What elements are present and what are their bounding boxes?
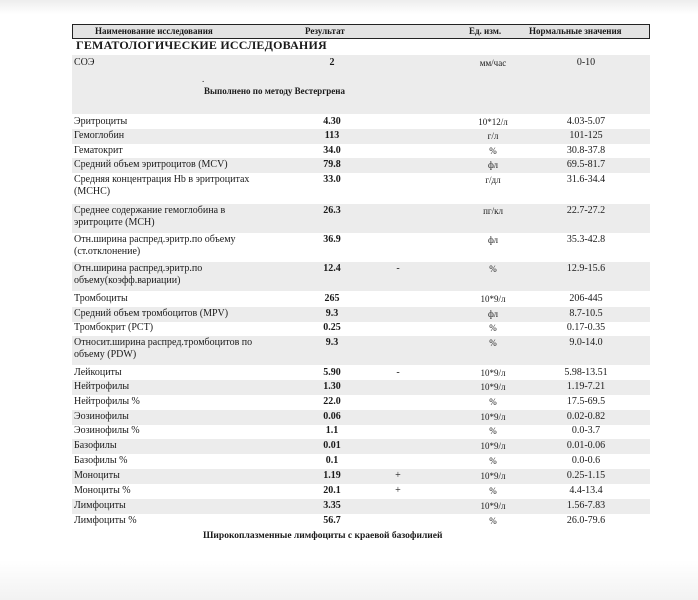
test-unit: фл bbox=[487, 309, 499, 319]
test-result: 12.4 bbox=[323, 263, 341, 274]
test-name: Моноциты bbox=[74, 470, 120, 481]
test-name: Гематокрит bbox=[74, 145, 123, 156]
test-unit: % bbox=[489, 486, 497, 496]
test-norm: 0.0-3.7 bbox=[571, 425, 601, 436]
test-name: Гемоглобин bbox=[74, 130, 125, 141]
test-result: 20.1 bbox=[323, 485, 341, 496]
test-name: Тромбоциты bbox=[74, 293, 128, 304]
test-name: Базофилы bbox=[74, 440, 117, 451]
test-norm: 17.5-69.5 bbox=[566, 396, 606, 407]
test-result: 56.7 bbox=[323, 515, 341, 526]
soe-unit: мм/час bbox=[479, 58, 507, 68]
test-result: 113 bbox=[324, 130, 340, 141]
test-name: Нейтрофилы bbox=[74, 381, 130, 392]
test-result: 1.30 bbox=[323, 381, 341, 392]
test-result: 0.06 bbox=[323, 411, 341, 422]
test-unit: % bbox=[489, 323, 497, 333]
test-norm: 0.02-0.82 bbox=[566, 411, 606, 422]
test-name: Нейтрофилы % bbox=[74, 396, 140, 407]
test-norm: 26.0-79.6 bbox=[566, 515, 606, 526]
test-norm: 30.8-37.8 bbox=[566, 145, 606, 156]
test-name: Моноциты % bbox=[74, 485, 131, 496]
test-result: 4.30 bbox=[323, 116, 341, 127]
test-name: Эритроциты bbox=[74, 116, 128, 127]
test-name: Средний объем эритроцитов (MCV) bbox=[74, 159, 228, 170]
header-result: Результат bbox=[305, 26, 345, 36]
test-norm: 31.6-34.4 bbox=[566, 174, 606, 185]
test-unit: 10*9/л bbox=[480, 441, 506, 451]
test-name: Средний объем тромбоцитов (MPV) bbox=[74, 308, 229, 319]
test-norm: 4.4-13.4 bbox=[569, 485, 603, 496]
soe-name: СОЭ bbox=[74, 57, 95, 68]
test-flag: + bbox=[395, 485, 401, 496]
test-result: 34.0 bbox=[323, 145, 341, 156]
test-result: 26.3 bbox=[323, 205, 341, 216]
header-name: Наименование исследования bbox=[95, 26, 213, 36]
test-unit: 10*9/л bbox=[480, 368, 506, 378]
header-norm: Нормальные значения bbox=[529, 26, 622, 36]
test-name: Эозинофилы bbox=[74, 411, 129, 422]
test-flag: + bbox=[395, 470, 401, 481]
test-name: Среднее содержание гемоглобина в эритроците (MCH) bbox=[74, 205, 226, 228]
test-norm: 9.0-14.0 bbox=[569, 337, 603, 348]
test-result: 79.8 bbox=[323, 159, 341, 170]
test-name: Лейкоциты bbox=[74, 367, 122, 378]
test-unit: г/дл bbox=[485, 175, 501, 185]
test-name: Отн.ширина распред.эритр.по объему(коэфф.вариации) bbox=[74, 263, 203, 286]
table-header bbox=[72, 24, 650, 39]
test-norm: 12.9-15.6 bbox=[566, 263, 606, 274]
test-unit: % bbox=[489, 264, 497, 274]
test-norm: 206-445 bbox=[569, 293, 603, 304]
test-name: Отн.ширина распред.эритр.по объему (ст.отклонение) bbox=[74, 234, 236, 257]
test-unit: % bbox=[489, 397, 497, 407]
test-norm: 4.03-5.07 bbox=[566, 116, 606, 127]
test-result: 1.1 bbox=[325, 425, 339, 436]
test-result: 9.3 bbox=[325, 308, 339, 319]
test-result: 33.0 bbox=[323, 174, 341, 185]
test-norm: 1.56-7.83 bbox=[566, 500, 606, 511]
test-unit: 10*9/л bbox=[480, 382, 506, 392]
test-name: Базофилы % bbox=[74, 455, 128, 466]
test-unit: г/л bbox=[487, 131, 499, 141]
test-flag: - bbox=[396, 263, 400, 274]
section-title: ГЕМАТОЛОГИЧЕСКИЕ ИССЛЕДОВАНИЯ bbox=[76, 38, 327, 52]
test-result: 9.3 bbox=[325, 337, 339, 348]
footer-note: Широкоплазменные лимфоциты с краевой базофилией bbox=[203, 531, 443, 541]
test-result: 5.90 bbox=[323, 367, 341, 378]
test-unit: 10*9/л bbox=[480, 471, 506, 481]
test-unit: фл bbox=[487, 160, 499, 170]
test-name: Тромбокрит (PCT) bbox=[74, 322, 154, 333]
test-unit: 10*9/л bbox=[480, 294, 506, 304]
test-result: 1.19 bbox=[323, 470, 341, 481]
test-norm: 22.7-27.2 bbox=[566, 205, 606, 216]
test-result: 265 bbox=[324, 293, 340, 304]
test-unit: фл bbox=[487, 235, 499, 245]
test-name: Относит.ширина распред.тромбоцитов по объему (PDW) bbox=[74, 337, 253, 360]
test-name: Лимфоциты bbox=[74, 500, 126, 511]
test-norm: 35.3-42.8 bbox=[566, 234, 606, 245]
test-norm: 1.19-7.21 bbox=[566, 381, 606, 392]
test-norm: 0.01-0.06 bbox=[566, 440, 606, 451]
test-result: 0.25 bbox=[323, 322, 341, 333]
test-norm: 69.5-81.7 bbox=[566, 159, 606, 170]
test-result: 0.1 bbox=[325, 455, 339, 466]
header-unit: Ед. изм. bbox=[469, 26, 502, 36]
test-name: Лимфоциты % bbox=[74, 515, 137, 526]
test-norm: 0.17-0.35 bbox=[566, 322, 606, 333]
test-name: Эозинофилы % bbox=[74, 425, 140, 436]
test-norm: 5.98-13.51 bbox=[564, 367, 608, 378]
test-unit: 10*12/л bbox=[478, 117, 508, 127]
soe-norm: 0-10 bbox=[576, 57, 596, 68]
soe-dot: . bbox=[202, 74, 205, 84]
test-unit: % bbox=[489, 338, 497, 348]
test-norm: 8.7-10.5 bbox=[569, 308, 603, 319]
test-norm: 0.0-0.6 bbox=[571, 455, 601, 466]
test-unit: % bbox=[489, 456, 497, 466]
test-flag: - bbox=[396, 367, 400, 378]
test-result: 3.35 bbox=[323, 500, 341, 511]
test-unit: пг/кл bbox=[483, 206, 503, 216]
test-norm: 0.25-1.15 bbox=[566, 470, 606, 481]
test-result: 0.01 bbox=[323, 440, 341, 451]
test-unit: 10*9/л bbox=[480, 412, 506, 422]
test-unit: 10*9/л bbox=[480, 501, 506, 511]
test-unit: % bbox=[489, 426, 497, 436]
soe-method-note: Выполнено по методу Вестергрена bbox=[204, 86, 345, 96]
test-norm: 101-125 bbox=[569, 130, 603, 141]
soe-result: 2 bbox=[329, 57, 335, 68]
test-name: Средняя концентрация Hb в эритроцитах (MCHC) bbox=[74, 174, 250, 197]
test-result: 36.9 bbox=[323, 234, 341, 245]
test-unit: % bbox=[489, 516, 497, 526]
test-result: 22.0 bbox=[323, 396, 341, 407]
test-unit: % bbox=[489, 146, 497, 156]
